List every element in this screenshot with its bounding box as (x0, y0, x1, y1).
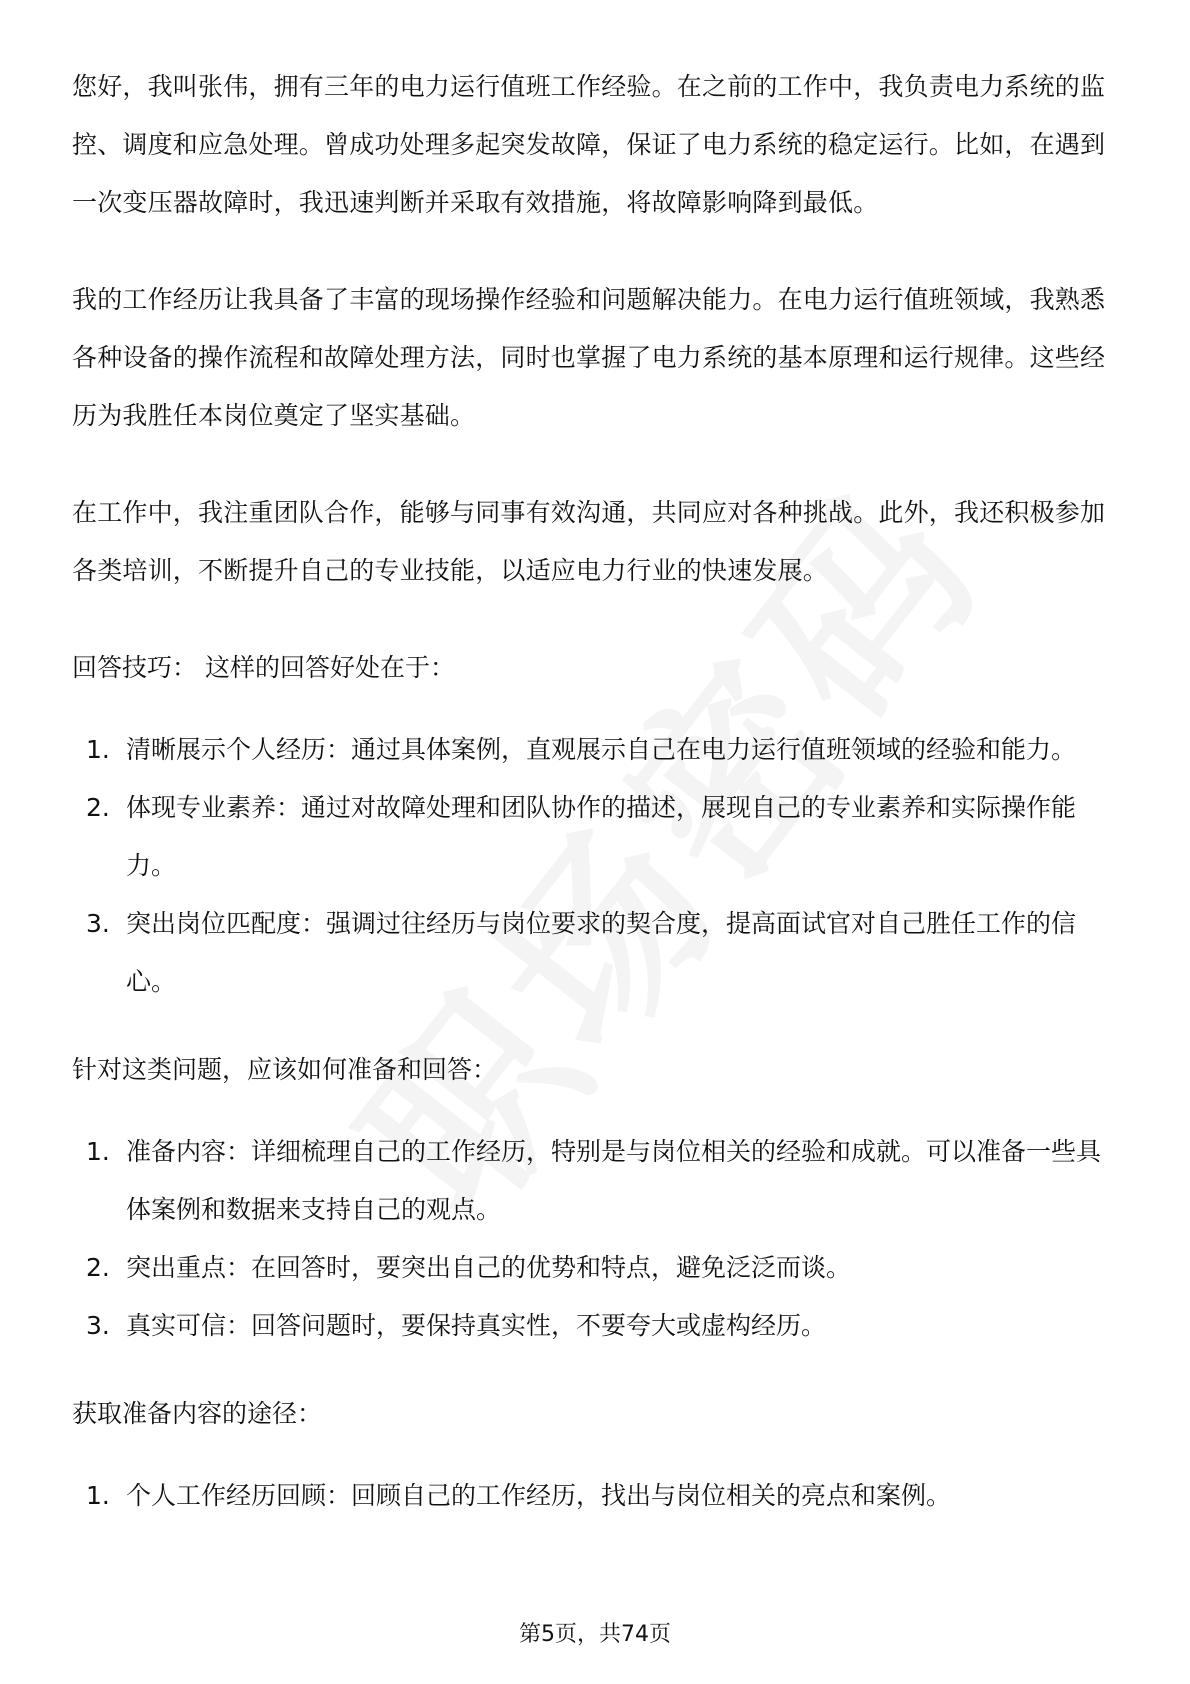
list-item (72, 895, 1117, 1011)
list-number: 2. (86, 793, 110, 822)
sources-list (72, 1467, 1117, 1525)
list-text: 突出重点：在回答时，要突出自己的优势和特点，避免泛泛而谈。 (126, 1253, 852, 1282)
list-text: 清晰展示个人经历：通过具体案例，直观展示自己在电力运行值班领域的经验和能力。 (126, 735, 1077, 764)
list-number: 1. (86, 1137, 110, 1166)
list-number: 2. (86, 1253, 110, 1282)
list-text: 突出岗位匹配度：强调过往经历与岗位要求的契合度，提高面试官对自己胜任工作的信心。 (126, 909, 1077, 996)
list-text: 体现专业素养：通过对故障处理和团队协作的描述，展现自己的专业素养和实际操作能力。 (126, 793, 1077, 880)
list-text: 准备内容：详细梳理自己的工作经历，特别是与岗位相关的经验和成就。可以准备一些具体案例和数据来支持自己的观点。 (126, 1137, 1102, 1224)
list-number: 1. (86, 1481, 110, 1510)
sources-heading: 获取准备内容的途径： (72, 1399, 323, 1428)
paragraph-intro: 您好，我叫张伟，拥有三年的电力运行值班工作经验。在之前的工作中，我负责电力系统的监控、调度和应急处理。曾成功处理多起突发故障，保证了电力系统的稳定运行。比如，在遇到一次变压器故障时，我迅速判断并采取有效措施，将故障影响降到最低。 (72, 72, 1106, 217)
prepare-heading: 针对这类问题，应该如何准备和回答： (72, 1055, 498, 1084)
page-number: 第5页，共74页 (519, 1622, 671, 1647)
list-number: 3. (86, 909, 110, 938)
list-number: 3. (86, 1311, 110, 1340)
tips-list (72, 721, 1117, 1011)
paragraph-teamwork: 在工作中，我注重团队合作，能够与同事有效沟通，共同应对各种挑战。此外，我还积极参加各类培训，不断提升自己的专业技能，以适应电力行业的快速发展。 (72, 498, 1106, 585)
list-text: 个人工作经历回顾：回顾自己的工作经历，找出与岗位相关的亮点和案例。 (126, 1481, 952, 1510)
list-item (72, 721, 1117, 779)
list-item (72, 1297, 1117, 1355)
list-item (72, 1467, 1117, 1525)
paragraph-experience: 我的工作经历让我具备了丰富的现场操作经验和问题解决能力。在电力运行值班领域，我熟悉各种设备的操作流程和故障处理方法，同时也掌握了电力系统的基本原理和运行规律。这些经历为我胜任本岗位奠定了坚实基础。 (72, 285, 1106, 430)
list-item (72, 1123, 1117, 1239)
list-number: 1. (86, 735, 110, 764)
list-text: 真实可信：回答问题时，要保持真实性，不要夸大或虚构经历。 (126, 1311, 827, 1340)
prepare-list (72, 1123, 1117, 1355)
list-item (72, 1239, 1117, 1297)
tips-heading: 回答技巧： 这样的回答好处在于： (72, 653, 455, 682)
list-item (72, 779, 1117, 895)
document-body (72, 58, 1117, 1555)
